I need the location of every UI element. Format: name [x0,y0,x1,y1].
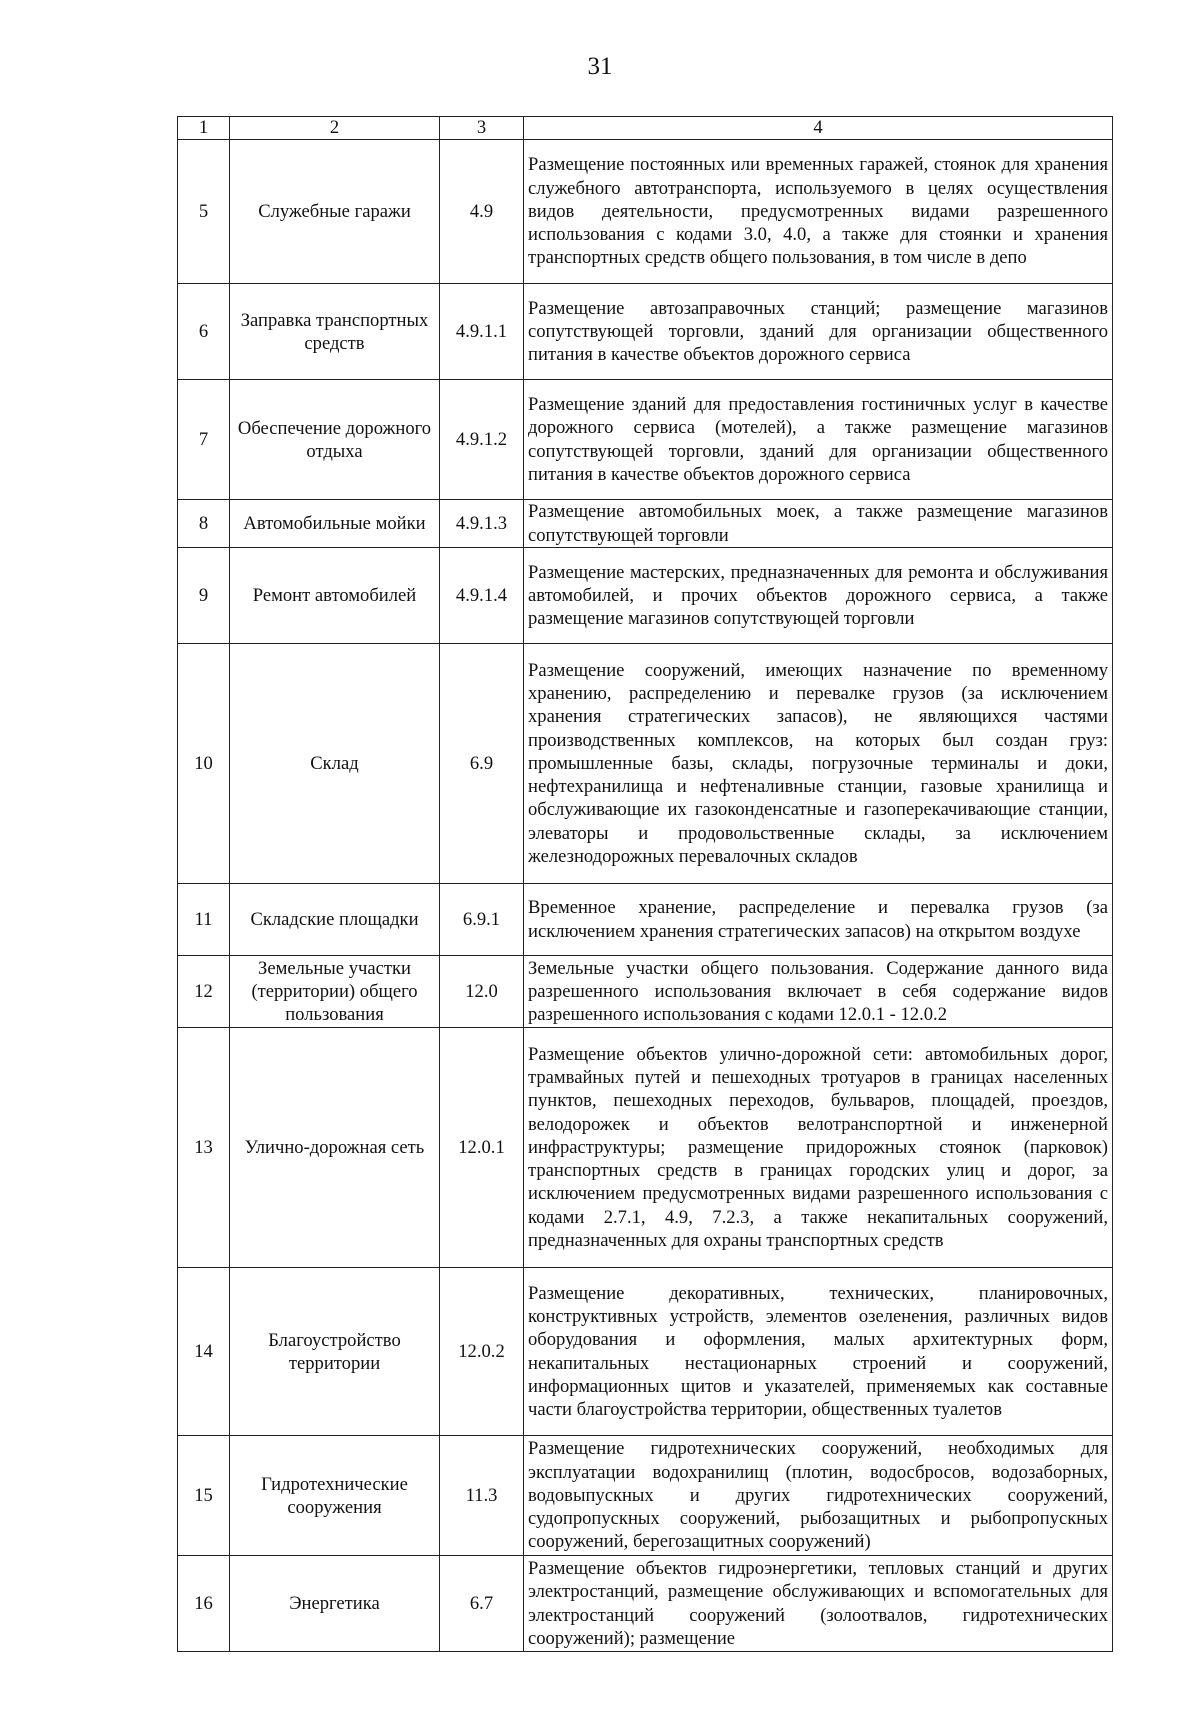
use-type-description: Размещение мастерских, предназначенных для ремонта и обслуживания автомобилей, и прочих объектов дорожного сервиса, а также размещение магазинов сопутствующей торговли [524,548,1113,644]
row-number: 10 [178,644,230,884]
page-number: 31 [587,53,613,80]
use-type-description: Размещение автомобильных моек, а также размещение магазинов сопутствующей торговли [524,500,1113,548]
use-type-name: Складские площадки [230,884,440,956]
row-number: 15 [178,1436,230,1556]
row-number: 16 [178,1556,230,1652]
use-type-name: Заправка транспортных средств [230,284,440,380]
use-type-name: Энергетика [230,1556,440,1652]
use-type-name: Гидротехнические сооружения [230,1436,440,1556]
use-type-description: Размещение постоянных или временных гаражей, стоянок для хранения служебного автотранспорта, используемого в целях осуществления видов деятельности, предусмотренных видами разрешенного использования с кодами 3.0, 4.0, а также для стоянки и хранения транспортных средств общего пользования, в том числе в депо [524,140,1113,284]
use-type-name: Ремонт автомобилей [230,548,440,644]
land-use-table [177,116,1113,1652]
use-type-code: 6.7 [440,1556,524,1652]
use-type-name: Служебные гаражи [230,140,440,284]
table-row [178,1436,1113,1556]
table-row [178,500,1113,548]
use-type-name: Благоустройство территории [230,1268,440,1436]
table-row [178,1268,1113,1436]
use-type-code: 4.9 [440,140,524,284]
use-type-description: Временное хранение, распределение и перевалка грузов (за исключением хранения стратегических запасов) на открытом воздухе [524,884,1113,956]
column-header: 3 [440,117,524,140]
use-type-name: Земельные участки (территории) общего пользования [230,956,440,1028]
use-type-name: Обеспечение дорожного отдыха [230,380,440,500]
use-type-code: 4.9.1.3 [440,500,524,548]
use-type-name: Склад [230,644,440,884]
table-row [178,140,1113,284]
use-type-description: Размещение декоративных, технических, планировочных, конструктивных устройств, элементов озеленения, различных видов оборудования и оформления, малых архитектурных форм, некапитальных нестационарных строений и сооружений, информационных щитов и указателей, применяемых как составные части благоустройства территории, общественных туалетов [524,1268,1113,1436]
table-row [178,284,1113,380]
table-row [178,380,1113,500]
use-type-code: 6.9.1 [440,884,524,956]
table-row [178,1556,1113,1652]
table-row [178,1028,1113,1268]
table-header-row [178,117,1113,140]
row-number: 13 [178,1028,230,1268]
table-row [178,548,1113,644]
table-row [178,956,1113,1028]
row-number: 11 [178,884,230,956]
use-type-code: 12.0.1 [440,1028,524,1268]
column-header: 4 [524,117,1113,140]
use-type-code: 4.9.1.4 [440,548,524,644]
use-type-description: Размещение гидротехнических сооружений, необходимых для эксплуатации водохранилищ (плотин, водосбросов, водозаборных, водовыпускных и других гидротехнических сооружений, судопропускных сооружений, рыбозащитных и рыбопропускных сооружений, берегозащитных сооружений) [524,1436,1113,1556]
use-type-code: 12.0.2 [440,1268,524,1436]
use-type-code: 4.9.1.1 [440,284,524,380]
table-row [178,884,1113,956]
use-type-code: 4.9.1.2 [440,380,524,500]
row-number: 8 [178,500,230,548]
use-type-code: 6.9 [440,644,524,884]
use-type-description: Земельные участки общего пользования. Содержание данного вида разрешенного использования включает в себя содержание видов разрешенного использования с кодами 12.0.1 - 12.0.2 [524,956,1113,1028]
use-type-description: Размещение объектов улично-дорожной сети: автомобильных дорог, трамвайных путей и пешеходных тротуаров в границах населенных пунктов, пешеходных переходов, бульваров, площадей, проездов, велодорожек и объектов велотранспортной и инженерной инфраструктуры; размещение придорожных стоянок (парковок) транспортных средств в границах городских улиц и дорог, за исключением предусмотренных видами разрешенного использования с кодами 2.7.1, 4.9, 7.2.3, а также некапитальных сооружений, предназначенных для охраны транспортных средств [524,1028,1113,1268]
use-type-description: Размещение объектов гидроэнергетики, тепловых станций и других электростанций, размещение обслуживающих и вспомогательных для электростанций сооружений (золоотвалов, гидротехнических сооружений); размещение [524,1556,1113,1652]
column-header: 1 [178,117,230,140]
use-type-code: 11.3 [440,1436,524,1556]
use-type-description: Размещение зданий для предоставления гостиничных услуг в качестве дорожного сервиса (мотелей), а также размещение магазинов сопутствующей торговли, зданий для организации общественного питания в качестве объектов дорожного сервиса [524,380,1113,500]
use-type-code: 12.0 [440,956,524,1028]
use-type-name: Улично-дорожная сеть [230,1028,440,1268]
row-number: 14 [178,1268,230,1436]
column-header: 2 [230,117,440,140]
use-type-description: Размещение автозаправочных станций; размещение магазинов сопутствующей торговли, зданий для организации общественного питания в качестве объектов дорожного сервиса [524,284,1113,380]
use-type-name: Автомобильные мойки [230,500,440,548]
table-row [178,644,1113,884]
use-type-description: Размещение сооружений, имеющих назначение по временному хранению, распределению и перевалке грузов (за исключением хранения стратегических запасов), не являющихся частями производственных комплексов, на которых был создан груз: промышленные базы, склады, погрузочные терминалы и доки, нефтехранилища и нефтеналивные станции, газовые хранилища и обслуживающие их газоконденсатные и газоперекачивающие станции, элеваторы и продовольственные склады, за исключением железнодорожных перевалочных складов [524,644,1113,884]
row-number: 7 [178,380,230,500]
row-number: 9 [178,548,230,644]
row-number: 6 [178,284,230,380]
row-number: 12 [178,956,230,1028]
row-number: 5 [178,140,230,284]
